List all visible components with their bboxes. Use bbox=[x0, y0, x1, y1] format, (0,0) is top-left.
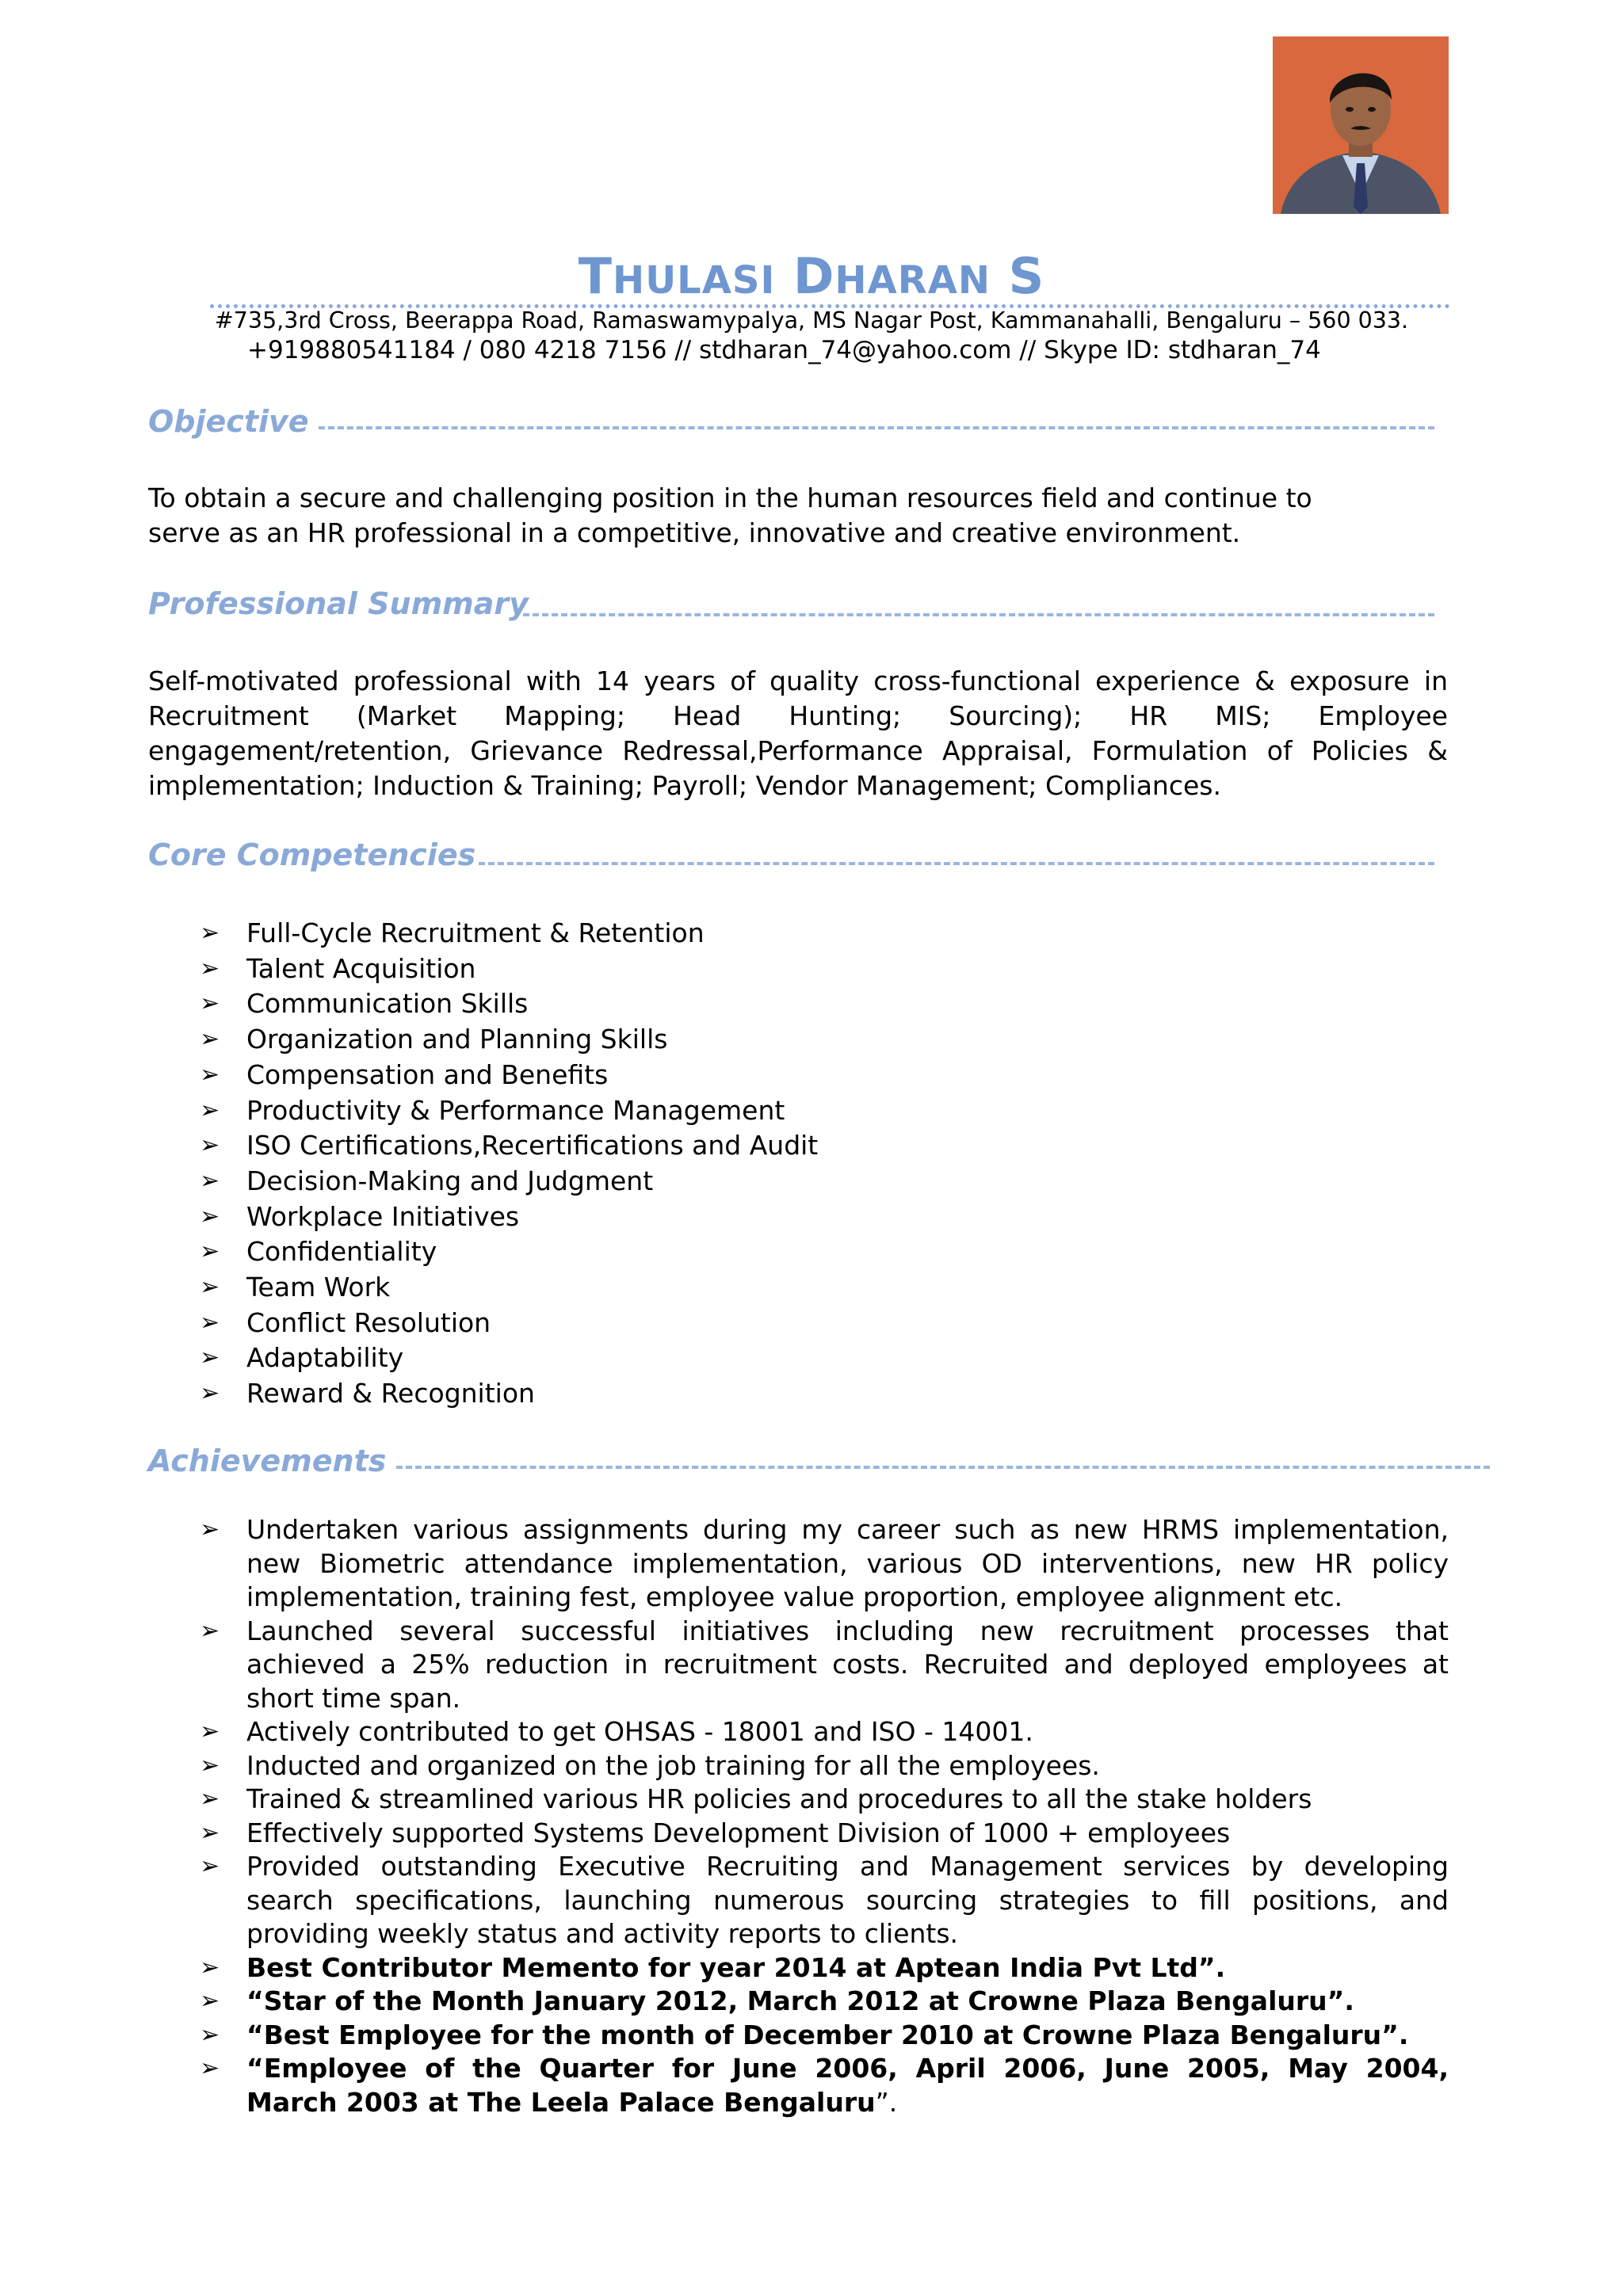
summary-line: engagement/retention, Grievance Redressal,Performance Appraisal, Formulation of Policies & bbox=[148, 735, 1448, 766]
bullet-arrow-icon: ➢ bbox=[200, 1273, 220, 1301]
bullet-arrow-icon: ➢ bbox=[200, 1818, 220, 1847]
competencies-divider bbox=[479, 862, 1434, 865]
candidate-name: THULASI DHARAN S bbox=[578, 247, 1045, 305]
competencies-heading: Core Competencies bbox=[148, 837, 476, 872]
achievement-item bbox=[246, 1985, 1449, 2019]
achievements-divider bbox=[396, 1466, 1490, 1469]
bullet-arrow-icon: ➢ bbox=[200, 1516, 220, 1543]
achievement-line: Effectively supported Systems Development Division of 1000 + employees bbox=[246, 1817, 1231, 1848]
competency-item: Communication Skills bbox=[246, 988, 529, 1020]
summary-divider bbox=[523, 613, 1434, 616]
summary-line: Self-motivated professional with 14 years of quality cross-functional experience & exposure in bbox=[148, 666, 1448, 696]
achievement-line: search specifications, launching numerous sourcing strategies to fill positions, and bbox=[246, 1884, 1449, 1916]
bullet-arrow-icon: ➢ bbox=[200, 1131, 220, 1160]
achievement-line: “Best Employee for the month of December 2010 at Crowne Plaza Bengaluru”. bbox=[246, 2019, 1409, 2050]
bullet-arrow-icon: ➢ bbox=[200, 954, 220, 982]
bullet-arrow-icon: ➢ bbox=[200, 1379, 220, 1408]
competency-item: Productivity & Performance Management bbox=[246, 1094, 785, 1126]
achievement-line: “Employee of the Quarter for June 2006, April 2006, June 2005, May 2004, bbox=[246, 2053, 1449, 2084]
bullet-arrow-icon: ➢ bbox=[200, 1202, 220, 1230]
summary-text bbox=[148, 664, 1448, 803]
competency-item: Team Work bbox=[246, 1272, 391, 1302]
achievement-line: Provided outstanding Executive Recruiting and Management services by developing bbox=[246, 1851, 1449, 1882]
competency-item: Talent Acquisition bbox=[246, 952, 476, 984]
bullet-arrow-icon: ➢ bbox=[200, 1096, 220, 1124]
achievement-item bbox=[246, 1850, 1449, 1951]
achievement-item bbox=[246, 1817, 1449, 1851]
achievements-heading: Achievements bbox=[148, 1444, 387, 1478]
achievement-item bbox=[246, 1783, 1449, 1817]
bullet-arrow-icon: ➢ bbox=[200, 990, 220, 1018]
bullet-arrow-icon: ➢ bbox=[200, 1987, 220, 2015]
achievement-line: Best Contributor Memento for year 2014 at Aptean India Pvt Ltd”. bbox=[246, 1951, 1226, 1983]
profile-photo bbox=[1273, 36, 1449, 214]
competency-item: Compensation and Benefits bbox=[246, 1058, 609, 1090]
achievement-line: Inducted and organized on the job training for all the employees. bbox=[246, 1749, 1100, 1781]
competency-item: Decision-Making and Judgment bbox=[246, 1165, 654, 1196]
achievement-line: Launched several successful initiatives including new recruitment processes that bbox=[246, 1615, 1449, 1646]
objective-line: To obtain a secure and challenging position in the human resources field and continue to bbox=[148, 482, 1312, 513]
bullet-arrow-icon: ➢ bbox=[200, 1718, 220, 1745]
summary-heading: Professional Summary bbox=[148, 586, 529, 621]
bullet-arrow-icon: ➢ bbox=[200, 1060, 220, 1089]
bullet-arrow-icon: ➢ bbox=[200, 2020, 220, 2049]
contact-line: +919880541184 / 080 4218 7156 // stdharan_74@yahoo.com // Skype ID: stdharan_74 bbox=[247, 336, 1321, 364]
achievement-line bbox=[246, 2086, 1449, 2120]
achievement-line: Undertaken various assignments during my career such as new HRMS implementation, bbox=[246, 1514, 1449, 1545]
achievement-line-tail: ”. bbox=[875, 2086, 898, 2118]
achievement-line: Trained & streamlined various HR policies and procedures to all the stake holders bbox=[246, 1783, 1312, 1814]
address: #735,3rd Cross, Beerappa Road, Ramaswamypalya, MS Nagar Post, Kammanahalli, Bengaluru – 560 033. bbox=[214, 307, 1409, 334]
bullet-arrow-icon: ➢ bbox=[200, 1238, 220, 1266]
achievement-line: “Star of the Month January 2012, March 2012 at Crowne Plaza Bengaluru”. bbox=[246, 1985, 1354, 2016]
bullet-arrow-icon: ➢ bbox=[200, 1953, 220, 1981]
achievement-item bbox=[246, 1513, 1449, 1615]
bullet-arrow-icon: ➢ bbox=[200, 1166, 220, 1195]
competency-item: Workplace Initiatives bbox=[246, 1200, 520, 1232]
achievement-line: implementation, training fest, employee value proportion, employee alignment etc. bbox=[246, 1581, 1343, 1612]
bullet-arrow-icon: ➢ bbox=[200, 919, 220, 947]
achievement-line: achieved a 25% reduction in recruitment costs. Recruited and deployed employees at bbox=[246, 1649, 1449, 1680]
bullet-arrow-icon: ➢ bbox=[200, 1344, 220, 1372]
achievement-item bbox=[246, 1951, 1449, 1985]
objective-divider bbox=[319, 426, 1434, 429]
competency-item: Confidentiality bbox=[246, 1236, 437, 1268]
summary-line: Recruitment (Market Mapping; Head Hunting; Sourcing); HR MIS; Employee bbox=[148, 700, 1448, 731]
objective-line: serve as an HR professional in a competitive, innovative and creative environment. bbox=[148, 517, 1241, 548]
achievement-item bbox=[246, 2052, 1449, 2119]
competency-item: Conflict Resolution bbox=[246, 1306, 491, 1338]
achievement-line: providing weekly status and activity reports to clients. bbox=[246, 1918, 959, 1949]
achievement-item bbox=[246, 2019, 1449, 2053]
bullet-arrow-icon: ➢ bbox=[200, 1616, 220, 1645]
achievement-line: Actively contributed to get OHSAS - 18001 and ISO - 14001. bbox=[246, 1716, 1033, 1747]
summary-line: implementation; Induction & Training; Payroll; Vendor Management; Compliances. bbox=[148, 770, 1221, 801]
objective-heading: Objective bbox=[148, 404, 309, 439]
achievement-item bbox=[246, 1615, 1449, 1716]
achievement-item bbox=[246, 1749, 1449, 1783]
bullet-arrow-icon: ➢ bbox=[200, 1308, 220, 1337]
achievement-line: short time span. bbox=[246, 1682, 461, 1714]
achievement-item bbox=[246, 1715, 1449, 1749]
competency-item: Reward & Recognition bbox=[246, 1378, 535, 1409]
achievement-line: new Biometric attendance implementation, various OD interventions, new HR policy bbox=[246, 1547, 1449, 1579]
bullet-arrow-icon: ➢ bbox=[200, 1751, 220, 1779]
achievement-line-text: March 2003 at The Leela Palace Bengaluru bbox=[246, 2086, 876, 2118]
objective-text bbox=[148, 481, 1448, 551]
competency-item: ISO Certifications,Recertifications and Audit bbox=[246, 1130, 819, 1161]
competency-item: Organization and Planning Skills bbox=[246, 1024, 668, 1055]
bullet-arrow-icon: ➢ bbox=[200, 1025, 220, 1054]
bullet-arrow-icon: ➢ bbox=[200, 2054, 220, 2082]
competency-item: Full-Cycle Recruitment & Retention bbox=[246, 917, 705, 948]
bullet-arrow-icon: ➢ bbox=[200, 1785, 220, 1813]
bullet-arrow-icon: ➢ bbox=[200, 1852, 220, 1880]
competency-item: Adaptability bbox=[246, 1342, 404, 1374]
